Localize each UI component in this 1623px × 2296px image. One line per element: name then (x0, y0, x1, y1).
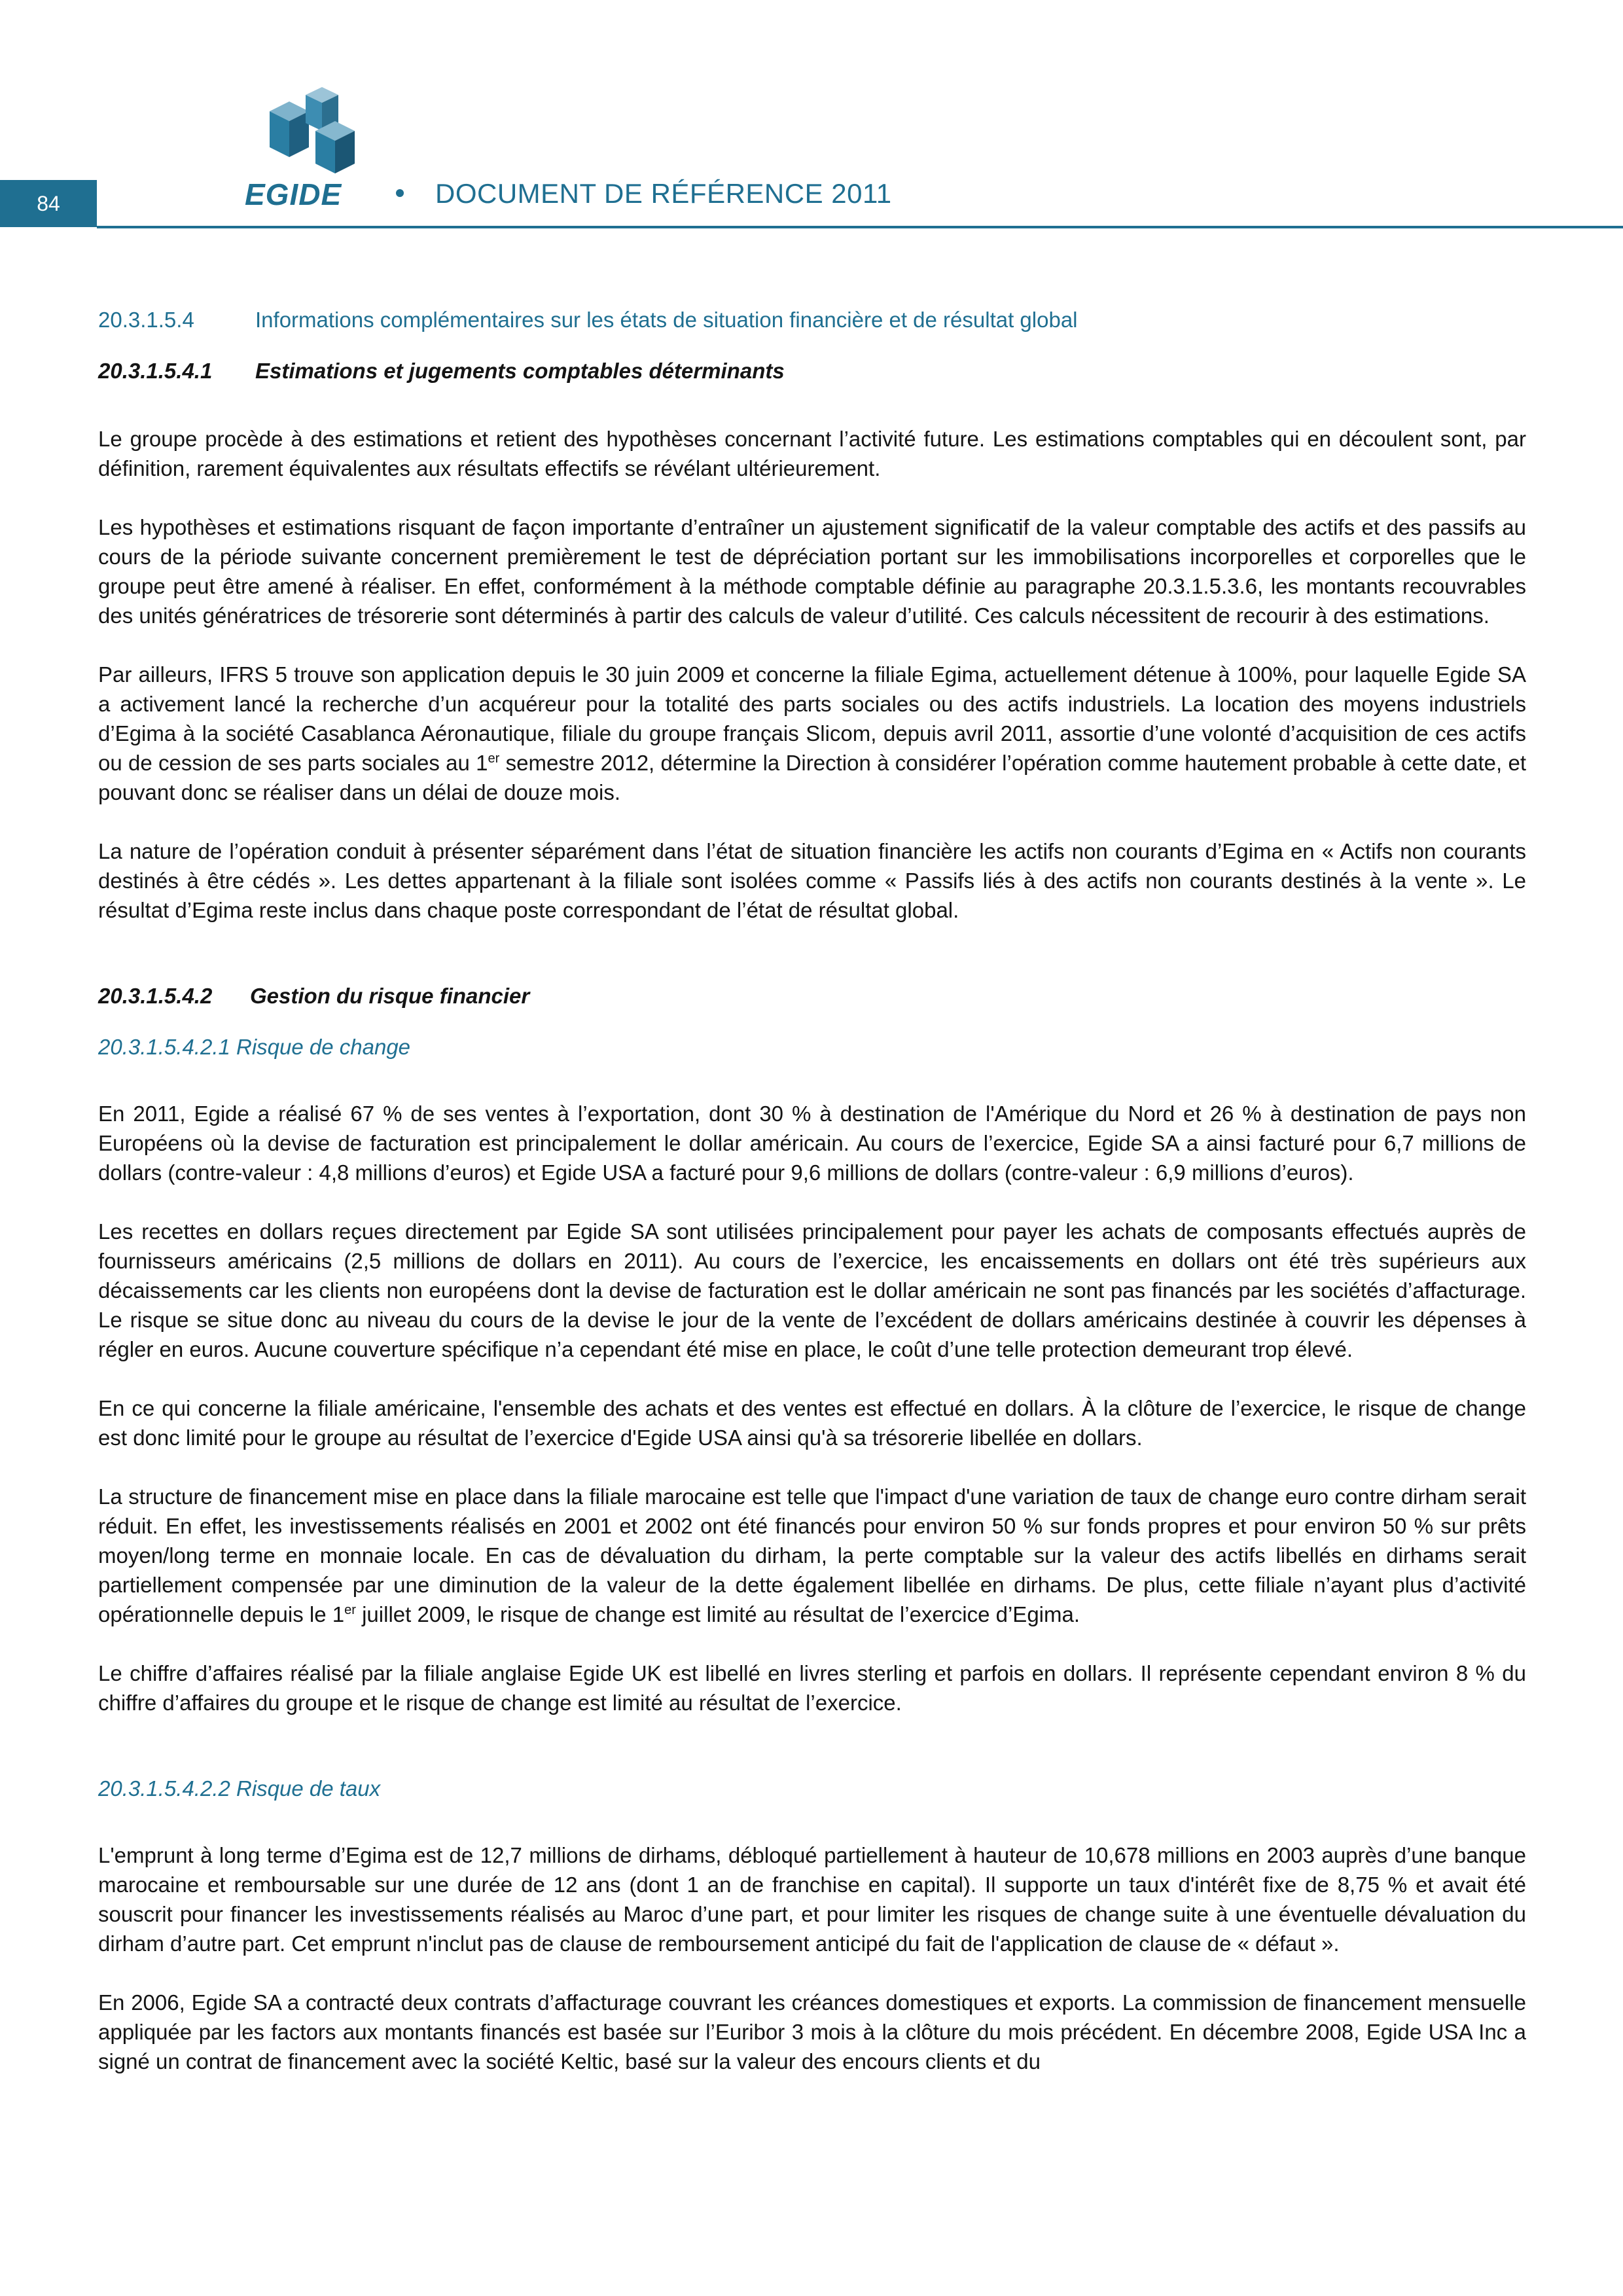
section-number: 20.3.1.5.4 (98, 308, 194, 332)
subsection-heading (98, 359, 1526, 384)
subsection-heading (98, 984, 1526, 1009)
risque-taux-heading: 20.3.1.5.4.2.2 Risque de taux (98, 1776, 381, 1801)
subsection-number: 20.3.1.5.4.1 (98, 359, 213, 383)
subsection-title: Gestion du risque financier (250, 984, 530, 1008)
header-rule (97, 226, 1623, 228)
section-heading (98, 308, 1526, 332)
paragraph: En 2011, Egide a réalisé 67 % de ses ventes à l’exportation, dont 30 % à destination de l'Amérique du Nord et 26 % à destination de pays non Européens où la devise de facturation est principalement le dollar américain. Au cours de l’exercice, Egide SA a ainsi facturé pour 6,7 millions de dollars (contre-valeur : 4,8 millions d’euros) et Egide USA a facturé pour 9,6 millions de dollars (contre-valeur : 6,9 millions d’euros). (98, 1102, 1526, 1185)
paragraph: En 2006, Egide SA a contracté deux contrats d’affacturage couvrant les créances domestiques et exports. La commission de financement mensuelle appliquée par les factors aux montants financés est basée sur l’Euribor 3 mois à la clôture du mois précédent. En décembre 2008, Egide USA Inc a signé un contrat de financement avec la société Keltic, basé sur la valeur des encours clients et du (98, 1990, 1526, 2073)
paragraph: Le chiffre d’affaires réalisé par la filiale anglaise Egide UK est libellé en livres sterling et parfois en dollars. Il représente cependant environ 8 % du chiffre d’affaires du groupe et le risque de change est limité au résultat de l’exercice. (98, 1661, 1526, 1715)
subsection-number: 20.3.1.5.4.2 (98, 984, 213, 1008)
paragraph: Les hypothèses et estimations risquant de façon importante d’entraîner un ajustement significatif de la valeur comptable des actifs et des passifs au cours de la période suivante concernent premièrement le test de dépréciation portant sur les immobilisations incorporelles et corporelles que le groupe peut être amené à réaliser. En effet, conformément à la méthode comptable définie au paragraphe 20.3.1.5.3.6, les montants recouvrables des unités génératrices de trésorerie sont déterminés à partir des calculs de valeur d’utilité. Ces calculs nécessitent de recourir à des estimations. (98, 515, 1526, 628)
paragraph: La nature de l’opération conduit à présenter séparément dans l’état de situation financière les actifs non courants d’Egima en « Actifs non courants destinés à être cédés ». Les dettes appartenant à la filiale sont isolées comme « Passifs liés à des actifs non courants destinés à la vente ». Le résultat d’Egima reste inclus dans chaque poste correspondant de l’état de résultat global. (98, 839, 1526, 922)
paragraph: Les recettes en dollars reçues directement par Egide SA sont utilisées principalement pour payer les achats de composants effectués auprès de fournisseurs américains (2,5 millions de dollars en 2011). Au cours de l’exercice, les encaissements en dollars ont été très supérieurs aux décaissements car les clients non européens dont la devise de facturation est le dollar américain ne sont pas financés par les sociétés d’affacturage. Le risque se situe donc au niveau du cours de la devise le jour de la vente de l’excédent de dollars américains destinée à couvrir les dépenses à régler en euros. Aucune couverture spécifique n’a cependant été mise en place, le coût d’une telle protection demeurant trop élevé. (98, 1219, 1526, 1361)
paragraph: L'emprunt à long terme d’Egima est de 12,7 millions de dirhams, débloqué partiellement à hauteur de 10,678 millions en 2003 auprès d’une banque marocaine et remboursable sur une durée de 12 ans (dont 1 an de franchise en capital). Il supporte un taux d'intérêt fixe de 8,75 % et avait été souscrit pour financer les investissements réalisés au Maroc d’une part, et pour limiter les risques de change suite à une éventuelle dévaluation du dirham d’autre part. Cet emprunt n'inclut pas de clause de remboursement anticipé du fait de l'application de clause de « défaut ». (98, 1843, 1526, 1956)
section-title: Informations complémentaires sur les états de situation financière et de résultat global (255, 308, 1078, 332)
paragraph: En ce qui concerne la filiale américaine, l'ensemble des achats et des ventes est effectué en dollars. À la clôture de l’exercice, le risque de change est donc limité pour le groupe au résultat de l’exercice d'Egide USA ainsi qu'à sa trésorerie libellée en dollars. (98, 1396, 1526, 1450)
brand-name: EGIDE (245, 177, 342, 211)
paragraph: La structure de financement mise en place dans la filiale marocaine est telle que l'impact d'une variation de taux de change euro contre dirham serait réduit. En effet, les investissements réalisés en 2001 et 2002 ont été financés pour environ 50 % sur fonds propres et pour environ 50 % sur prêts moyen/long terme en monnaie locale. En cas de dévaluation du dirham, la perte comptable sur la valeur des actifs libellés en dirhams serait partiellement compensée par une diminution de la valeur de la dette également libellée en dirhams. De plus, cette filiale n’ayant plus d’activité opérationnelle depuis le 1er juillet 2009, le risque de change est limité au résultat de l’exercice d’Egima. (98, 1484, 1526, 1626)
page-number: 84 (0, 180, 97, 227)
subsection-title: Estimations et jugements comptables déterminants (255, 359, 785, 383)
risque-change-heading: 20.3.1.5.4.2.1 Risque de change (98, 1035, 411, 1059)
paragraph: Le groupe procède à des estimations et retient des hypothèses concernant l’activité future. Les estimations comptables qui en découlent sont, par définition, rarement équivalentes aux résultats effectifs se révélant ultérieurement. (98, 427, 1526, 480)
paragraph: Par ailleurs, IFRS 5 trouve son application depuis le 30 juin 2009 et concerne la filiale Egima, actuellement détenue à 100%, pour laquelle Egide SA a activement lancé la recherche d’un acquéreur pour la totalité des parts sociales ou des actifs industriels. La location des moyens industriels d’Egima à la société Casablanca Aéronautique, filiale du groupe français Slicom, depuis avril 2011, assortie d’une volonté d’acquisition de ces actifs ou de cession de ses parts sociales au 1er semestre 2012, détermine la Direction à considérer l’opération comme hautement probable à cette date, et pouvant donc se réaliser dans un délai de douze mois. (98, 662, 1526, 804)
page-content (98, 308, 1526, 2106)
header-bullet (396, 189, 404, 197)
document-title: DOCUMENT DE RÉFÉRENCE 2011 (435, 178, 892, 209)
